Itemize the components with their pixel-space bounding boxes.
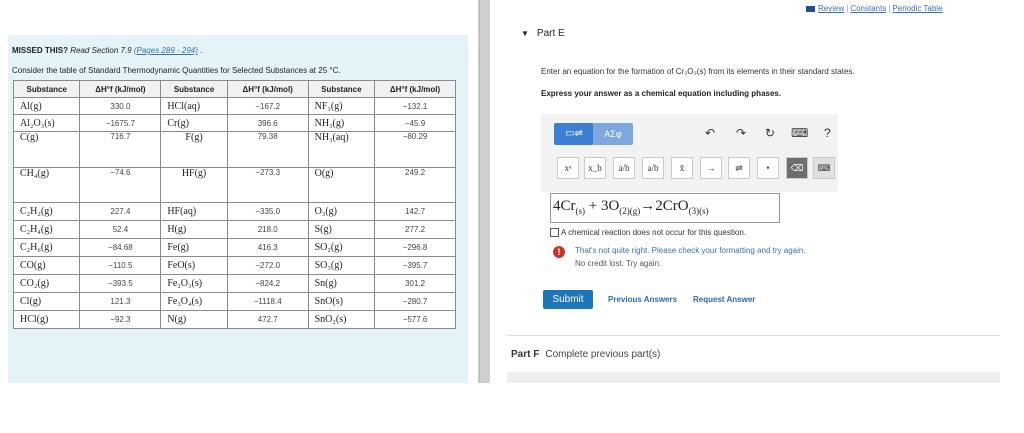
substance-cell: Fe₂O₃(s)	[161, 275, 227, 293]
fraction-key[interactable]: a/b	[613, 157, 635, 179]
enthalpy-cell: −74.6	[80, 168, 161, 203]
enthalpy-cell: −577.6	[375, 311, 456, 329]
answer-arrow: →	[640, 198, 656, 214]
enthalpy-cell: 52.4	[80, 221, 161, 239]
enthalpy-cell: 121.3	[80, 293, 161, 311]
review-icon	[806, 6, 815, 12]
enthalpy-cell: −1118.4	[227, 293, 308, 311]
enthalpy-cell: −167.2	[227, 98, 308, 115]
enthalpy-cell: −273.3	[227, 168, 308, 203]
bar-key[interactable]: x̄	[671, 157, 693, 179]
missed-prefix: MISSED THIS?	[12, 46, 69, 55]
help-icon[interactable]: ?	[824, 126, 831, 140]
enthalpy-cell: 249.2	[375, 168, 456, 203]
error-credit: No credit lost. Try again.	[575, 259, 662, 268]
substance-cell: C₂H₂(g)	[14, 203, 80, 221]
top-links: Review | Constants | Periodic Table	[806, 4, 943, 13]
dot-key[interactable]: •	[757, 157, 779, 179]
substance-cell: NH₃(g)	[308, 115, 374, 132]
enthalpy-cell: −393.5	[80, 275, 161, 293]
enthalpy-cell: −272.0	[227, 257, 308, 275]
col-header: Substance	[308, 81, 374, 98]
substance-cell: CO₂(g)	[14, 275, 80, 293]
table-header-row	[14, 81, 456, 98]
substance-cell: O₃(g)	[308, 203, 374, 221]
request-answer-link[interactable]: Request Answer	[693, 295, 756, 304]
delete-key[interactable]: ⌫	[786, 157, 808, 179]
part-e-header[interactable]	[521, 28, 565, 39]
substance-cell: HCl(aq)	[161, 98, 227, 115]
substance-cell: NH₃(aq)	[308, 132, 374, 168]
read-section: Read Section 7.9	[70, 46, 132, 55]
answer-input[interactable]	[550, 193, 780, 223]
symbols-button[interactable]: ΑΣφ	[593, 123, 633, 145]
substance-cell: Fe(g)	[161, 239, 227, 257]
keyboard-key[interactable]: ⌨	[813, 157, 835, 179]
equation-toolbar	[541, 114, 838, 192]
col-header: ΔH°f (kJ/mol)	[375, 81, 456, 98]
keyboard-icon[interactable]: ⌨	[791, 126, 809, 140]
enthalpy-cell: −80.29	[375, 132, 456, 168]
bottom-bar	[507, 372, 1000, 383]
submit-button[interactable]: Submit	[543, 290, 593, 309]
enthalpy-cell: −84.68	[80, 239, 161, 257]
missed-suffix: .	[200, 46, 203, 55]
undo-icon[interactable]: ↶	[705, 126, 716, 140]
enthalpy-cell: −45.9	[375, 115, 456, 132]
error-icon: !	[553, 246, 565, 258]
part-e-title: Part E	[536, 28, 565, 39]
pages-link[interactable]: (Pages 289 - 294)	[133, 46, 198, 55]
substance-cell: C₂H₆(g)	[14, 239, 80, 257]
constants-link[interactable]: Constants	[850, 4, 887, 13]
table-row	[14, 293, 456, 311]
answer-phase2: (2)(g)	[619, 206, 641, 216]
substance-cell: SnO₂(s)	[308, 311, 374, 329]
substance-cell: SnO(s)	[308, 293, 374, 311]
table-row	[14, 132, 456, 168]
periodic-table-link[interactable]: Periodic Table	[892, 4, 943, 13]
enthalpy-cell: 416.3	[227, 239, 308, 257]
part-e-express: Express your answer as a chemical equation including phases.	[541, 89, 782, 98]
enthalpy-cell: 218.0	[227, 221, 308, 239]
mixed-fraction-key[interactable]: a/b	[642, 157, 664, 179]
enthalpy-cell: 277.2	[375, 221, 456, 239]
substance-cell: C(g)	[14, 132, 80, 168]
error-message: That's not quite right. Please check your formatting and try again.	[575, 246, 806, 255]
substance-cell: HF(g)	[161, 168, 227, 203]
divider	[507, 335, 1000, 336]
substance-cell: Al₂O₃(s)	[14, 115, 80, 132]
enthalpy-cell: −296.8	[375, 239, 456, 257]
no-reaction-label: A chemical reaction does not occur for this question.	[561, 228, 746, 237]
panel-divider-line	[479, 0, 480, 383]
table-row	[14, 115, 456, 132]
enthalpy-cell: −132.1	[375, 98, 456, 115]
enthalpy-cell: 142.7	[375, 203, 456, 221]
enthalpy-cell: 472.7	[227, 311, 308, 329]
table-row	[14, 221, 456, 239]
table-row	[14, 239, 456, 257]
equilibrium-key[interactable]: ⇌	[728, 157, 750, 179]
answer-term3: 2CrO	[655, 198, 689, 214]
enthalpy-cell: −92.3	[80, 311, 161, 329]
substance-cell: Fe₃O₄(s)	[161, 293, 227, 311]
substance-cell: FeO(s)	[161, 257, 227, 275]
consider-text: Consider the table of Standard Thermodynamic Quantities for Selected Substances at 25 °C.	[12, 66, 341, 75]
substance-cell: HCl(g)	[14, 311, 80, 329]
table-row	[14, 168, 456, 203]
table-row	[14, 257, 456, 275]
enthalpy-cell: 396.6	[227, 115, 308, 132]
previous-answers-link[interactable]: Previous Answers	[608, 295, 678, 304]
substance-cell: CO(g)	[14, 257, 80, 275]
subscript-key[interactable]: x_b	[584, 157, 606, 179]
col-header: ΔH°f (kJ/mol)	[80, 81, 161, 98]
substance-cell: N(g)	[161, 311, 227, 329]
substance-cell: Sn(g)	[308, 275, 374, 293]
enthalpy-cell: −824.2	[227, 275, 308, 293]
substance-cell: O(g)	[308, 168, 374, 203]
table-row	[14, 275, 456, 293]
answer-phase1: (s)	[575, 206, 585, 216]
answer-term2: + 3O	[585, 198, 620, 214]
enthalpy-cell: −395.7	[375, 257, 456, 275]
substance-cell: Al(g)	[14, 98, 80, 115]
no-reaction-option[interactable]	[550, 228, 746, 237]
substance-cell: CH₄(g)	[14, 168, 80, 203]
enthalpy-cell: −1675.7	[80, 115, 161, 132]
substance-cell: SO₃(g)	[308, 257, 374, 275]
redo-icon[interactable]: ↷	[736, 126, 747, 140]
reset-icon[interactable]: ↻	[765, 126, 776, 140]
review-link[interactable]: Review	[818, 4, 845, 13]
arrow-key[interactable]: →	[700, 157, 722, 179]
part-f-text: Complete previous part(s)	[545, 349, 661, 360]
enthalpy-cell: 79.38	[227, 132, 308, 168]
substance-cell: HF(aq)	[161, 203, 227, 221]
substance-cell: H(g)	[161, 221, 227, 239]
substance-cell: Cr(g)	[161, 115, 227, 132]
no-reaction-checkbox[interactable]	[550, 228, 559, 237]
superscript-key[interactable]: xᵃ	[557, 157, 579, 179]
enthalpy-cell: 227.4	[80, 203, 161, 221]
enthalpy-cell: 330.0	[80, 98, 161, 115]
enthalpy-cell: −280.7	[375, 293, 456, 311]
table-row	[14, 203, 456, 221]
enthalpy-cell: 716.7	[80, 132, 161, 168]
enthalpy-cell: −335.0	[227, 203, 308, 221]
collapse-triangle-icon[interactable]: ▼	[521, 29, 529, 38]
substance-cell: SO₂(g)	[308, 239, 374, 257]
substance-cell: Cl(g)	[14, 293, 80, 311]
substance-cell: C₂H₄(g)	[14, 221, 80, 239]
missed-this-line	[12, 46, 202, 55]
substance-cell: F(g)	[161, 132, 227, 168]
enthalpy-cell: 301.2	[375, 275, 456, 293]
answer-term1: 4Cr	[553, 198, 576, 214]
part-e-instruction: Enter an equation for the formation of Cr₂O₃(s) from its elements in their standard states.	[541, 67, 855, 76]
templates-button[interactable]: ▭⇌	[554, 123, 594, 145]
part-f-title: Part F	[511, 349, 540, 360]
table-row	[14, 311, 456, 329]
thermo-table	[13, 80, 456, 329]
substance-cell: NF₃(g)	[308, 98, 374, 115]
answer-phase3: (3)(s)	[688, 206, 709, 216]
enthalpy-cell: −110.5	[80, 257, 161, 275]
col-header: Substance	[14, 81, 80, 98]
table-row	[14, 98, 456, 115]
substance-cell: S(g)	[308, 221, 374, 239]
part-f-header	[511, 349, 660, 360]
col-header: ΔH°f (kJ/mol)	[227, 81, 308, 98]
col-header: Substance	[161, 81, 227, 98]
